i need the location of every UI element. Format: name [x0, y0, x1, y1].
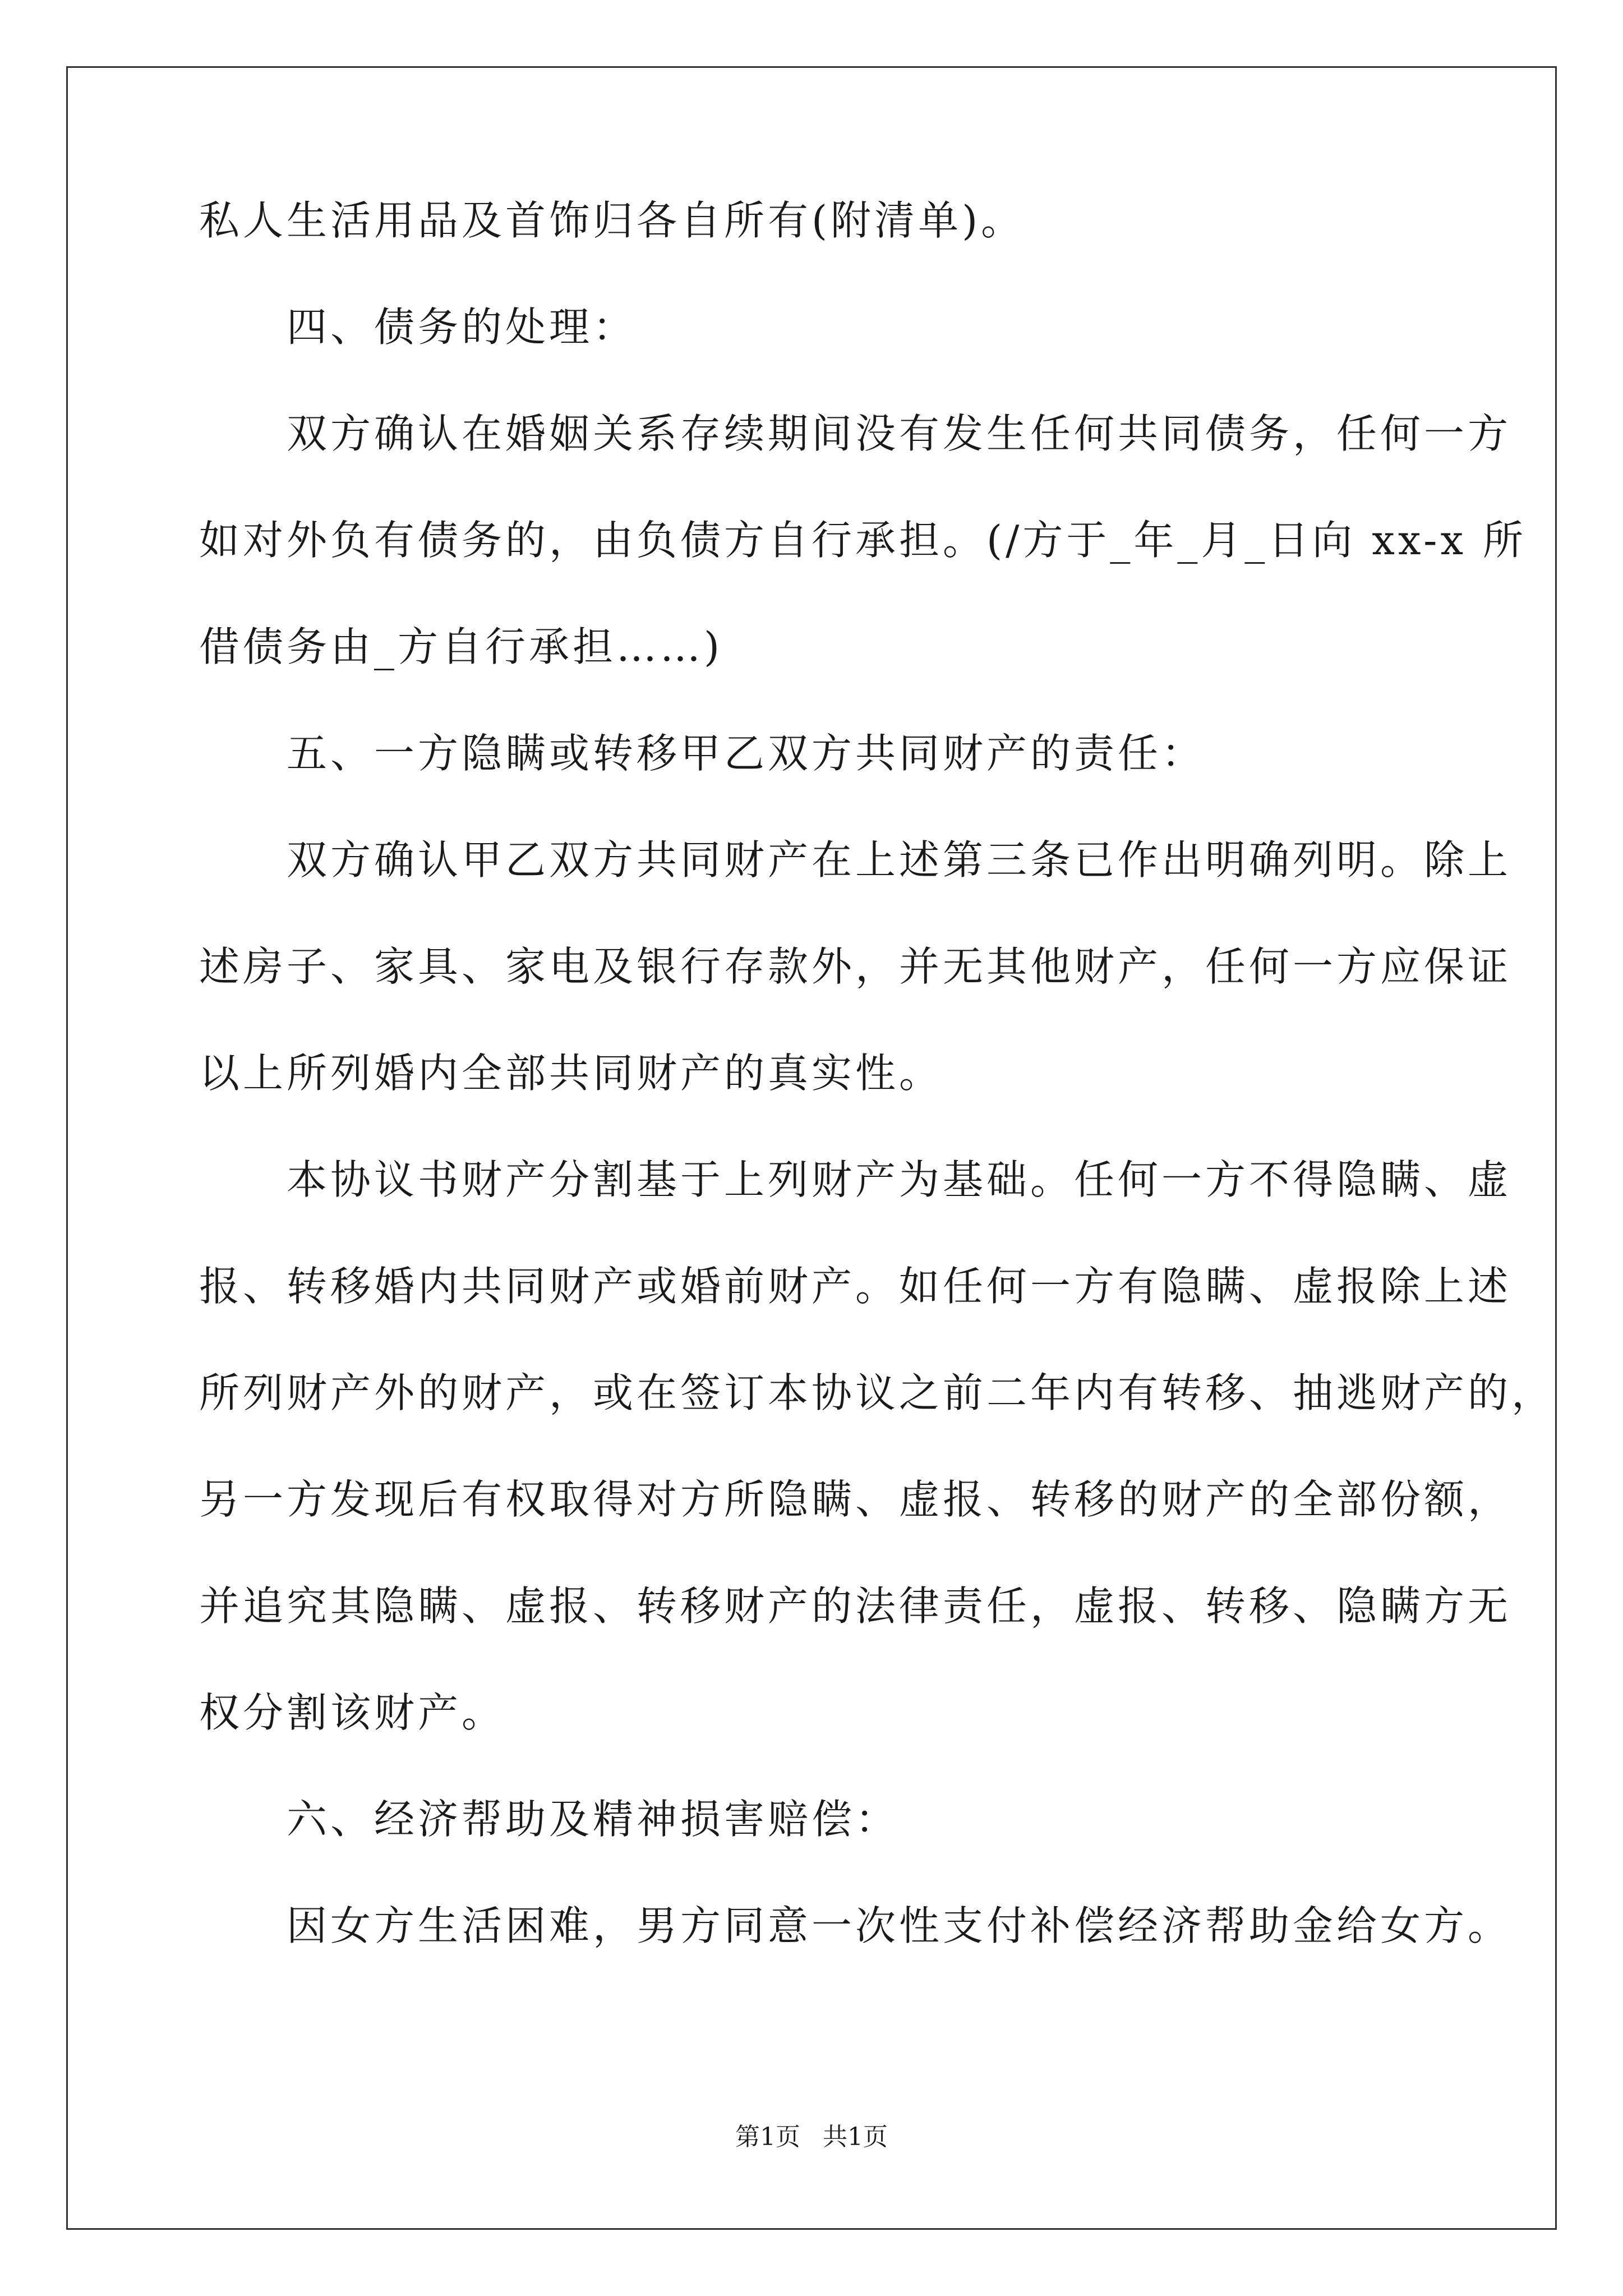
text-line: 双方确认在婚姻关系存续期间没有发生任何共同债务，任何一方 [199, 410, 1512, 457]
text-line: 并追究其隐瞒、虚报、转移财产的法律责任，虚报、转移、隐瞒方无 [199, 1582, 1512, 1630]
text-line: 私人生活用品及首饰归各自所有(附清单)。 [199, 197, 1025, 244]
document-body [199, 194, 1556, 1953]
section-heading-concealment: 五、一方隐瞒或转移甲乙双方共同财产的责任： [199, 730, 1206, 777]
text-line: 另一方发现后有权取得对方所隐瞒、虚报、转移的财产的全部份额， [199, 1476, 1512, 1523]
page-footer [0, 2120, 1623, 2154]
text-line: 所列财产外的财产，或在签订本协议之前二年内有转移、抽逃财产的， [199, 1369, 1556, 1416]
text-line: 报、转移婚内共同财产或婚前财产。如任何一方有隐瞒、虚报除上述 [199, 1263, 1512, 1310]
text-line: 借债务由_方自行承担……) [199, 623, 723, 670]
section-heading-debts: 四、债务的处理： [199, 303, 637, 351]
page-number: 第1页 [735, 2123, 800, 2151]
text-line: 本协议书财产分割基于上列财产为基础。任何一方不得隐瞒、虚 [199, 1156, 1512, 1203]
page-total: 共1页 [823, 2123, 888, 2151]
text-line: 双方确认甲乙双方共同财产在上述第三条已作出明确列明。除上 [199, 836, 1512, 884]
section-heading-compensation: 六、经济帮助及精神损害赔偿： [199, 1796, 900, 1843]
text-line: 因女方生活困难，男方同意一次性支付补偿经济帮助金给女方。 [199, 1902, 1512, 1949]
text-line: 述房子、家具、家电及银行存款外，并无其他财产，任何一方应保证 [199, 943, 1512, 990]
text-line: 权分割该财产。 [199, 1689, 506, 1736]
text-line: 以上所列婚内全部共同财产的真实性。 [199, 1050, 943, 1097]
text-line: 如对外负有债务的，由负债方自行承担。(/方于_年_月_日向 xx-x 所 [199, 517, 1527, 564]
